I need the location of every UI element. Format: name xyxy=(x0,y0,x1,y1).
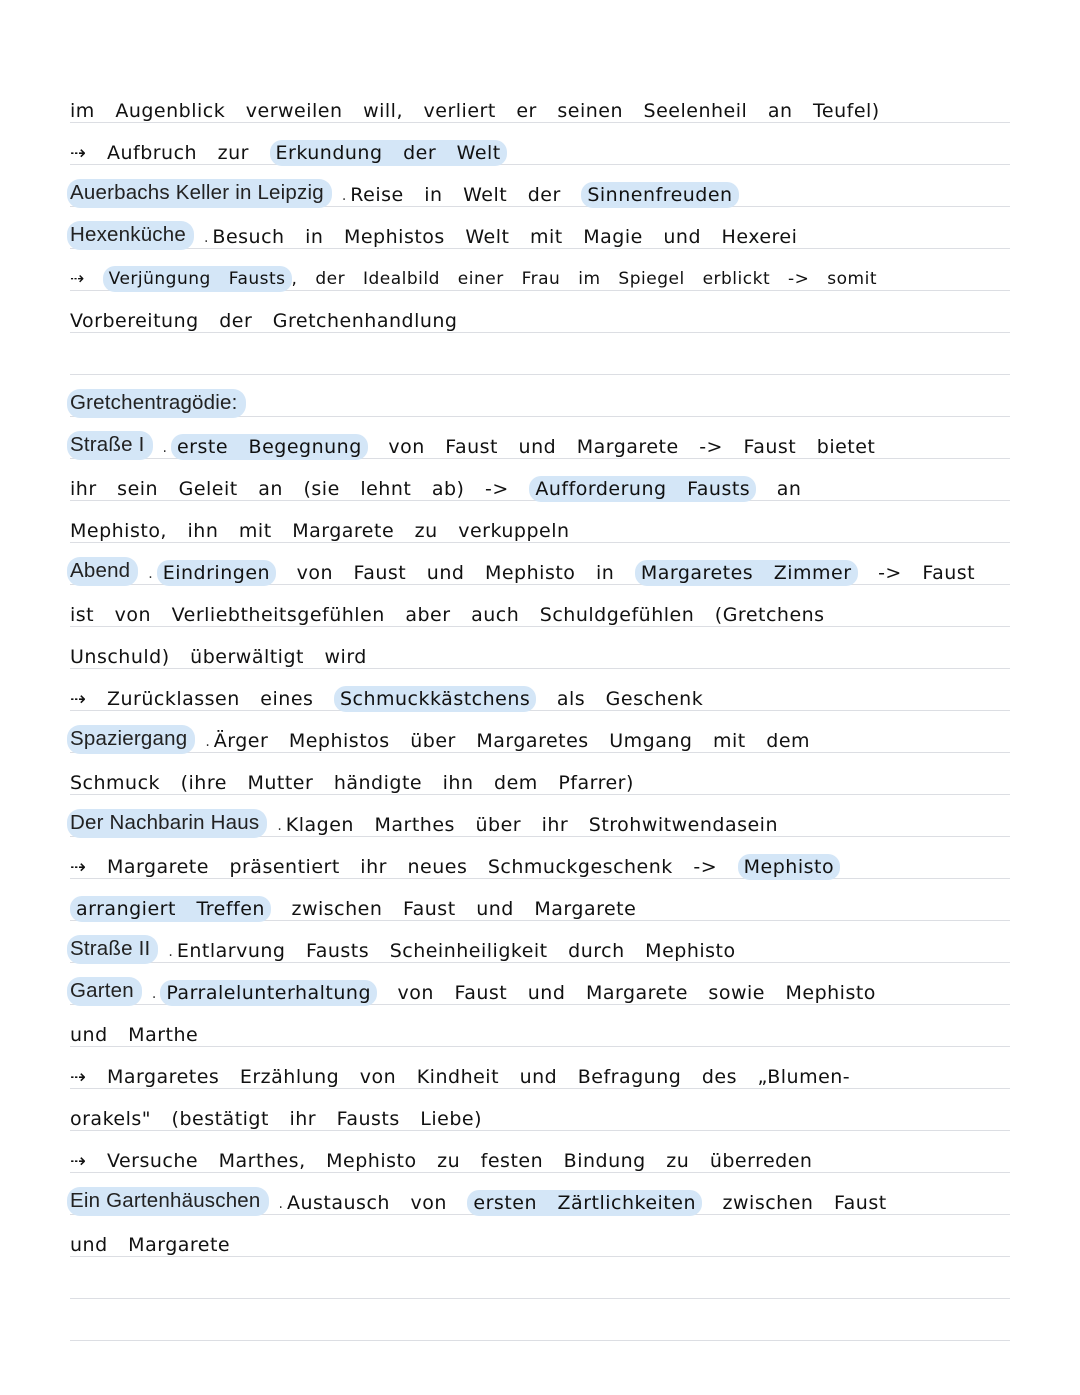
section-heading: Ein Gartenhäuschen xyxy=(67,1187,269,1216)
note-text: und Marthe xyxy=(70,1024,199,1046)
section-line xyxy=(70,384,1020,418)
highlighted-text: Margaretes Zimmer xyxy=(635,560,858,586)
bullet-separator: · xyxy=(162,444,167,460)
note-line xyxy=(70,888,1020,922)
note-text: Besuch in Mephistos Welt mit Magie und Hexerei xyxy=(212,226,798,248)
note-text: Ärger Mephistos über Margaretes Umgang mit dem xyxy=(213,730,811,752)
highlighted-text: Sinnenfreuden xyxy=(581,182,738,208)
note-line xyxy=(70,258,1020,292)
bullet-separator: · xyxy=(203,234,209,250)
bullet-separator: · xyxy=(148,570,153,586)
note-text: Austausch von xyxy=(286,1192,468,1214)
note-text: an xyxy=(756,478,802,500)
note-line xyxy=(70,90,1020,124)
note-line xyxy=(70,1224,1020,1258)
section-line xyxy=(70,930,1020,964)
section-line xyxy=(70,552,1020,586)
note-text: , der Idealbild einer Frau im Spiegel erblickt -> somit xyxy=(291,269,878,289)
highlighted-text: Mephisto xyxy=(738,854,840,880)
note-text: von Faust und Mephisto in xyxy=(276,562,635,584)
section-line xyxy=(70,174,1020,208)
section-heading: Auerbachs Keller in Leipzig xyxy=(67,179,332,208)
note-text: von Faust und Margarete sowie Mephisto xyxy=(377,982,876,1004)
bullet-separator: · xyxy=(151,990,157,1006)
section-heading: Abend xyxy=(67,557,138,586)
note-text: zwischen Faust xyxy=(701,1192,887,1214)
section-heading: Straße II xyxy=(67,935,158,964)
note-text: ⇢ xyxy=(70,269,103,289)
note-line xyxy=(70,468,1020,502)
note-line xyxy=(70,678,1020,712)
note-line xyxy=(70,636,1020,670)
note-line xyxy=(70,1140,1020,1174)
note-text: Reise in Welt der xyxy=(350,184,582,206)
highlighted-text: erste Begegnung xyxy=(171,434,368,460)
note-line xyxy=(70,1056,1020,1090)
note-line xyxy=(70,594,1020,628)
bullet-separator: · xyxy=(341,192,347,208)
note-line xyxy=(70,762,1020,796)
section-line xyxy=(70,804,1020,838)
section-heading: Garten xyxy=(67,977,142,1006)
note-text: zwischen Faust und Margarete xyxy=(270,898,637,920)
highlighted-text: Schmuckkästchens xyxy=(334,686,536,712)
note-text: als Geschenk xyxy=(536,688,704,710)
note-text: Entlarvung Fausts Scheinheiligkeit durch Mephisto xyxy=(176,940,736,962)
highlighted-text: Verjüngung Fausts xyxy=(103,266,292,292)
bullet-separator: · xyxy=(277,822,282,838)
bullet-separator: · xyxy=(205,738,210,754)
note-text: -> Faust xyxy=(857,562,976,584)
note-text: und Margarete xyxy=(70,1234,231,1256)
highlighted-text: ersten Zärtlichkeiten xyxy=(467,1190,702,1216)
section-line xyxy=(70,1182,1020,1216)
section-line xyxy=(70,216,1020,250)
highlighted-text: Aufforderung Fausts xyxy=(529,476,756,502)
note-text: ⇢ Zurücklassen eines xyxy=(70,688,334,710)
section-heading: Straße I xyxy=(67,431,153,460)
highlighted-text: Parralelunterhaltung xyxy=(160,980,377,1006)
note-text: ⇢ Margarete präsentiert ihr neues Schmuckgeschenk -> xyxy=(70,856,738,878)
section-heading: Gretchentragödie: xyxy=(67,389,246,418)
section-heading: Der Nachbarin Haus xyxy=(67,809,267,838)
note-line xyxy=(70,300,1020,334)
ruled-line xyxy=(70,1340,1010,1341)
highlighted-text: Erkundung der Welt xyxy=(270,140,507,166)
note-text: ⇢ Margaretes Erzählung von Kindheit und Befragung des „Blumen- xyxy=(70,1066,851,1088)
highlighted-text: Eindringen xyxy=(157,560,276,586)
note-text: Unschuld) überwältigt wird xyxy=(70,646,367,668)
highlighted-text: arrangiert Treffen xyxy=(70,896,271,922)
section-heading: Spaziergang xyxy=(67,725,195,754)
note-text: Vorbereitung der Gretchenhandlung xyxy=(70,310,458,332)
note-text: ⇢ Versuche Marthes, Mephisto zu festen Bindung zu überreden xyxy=(70,1150,813,1172)
note-text: orakels" (bestätigt ihr Fausts Liebe) xyxy=(70,1108,483,1130)
note-line xyxy=(70,342,1020,376)
note-text: Schmuck (ihre Mutter händigte ihn dem Pfarrer) xyxy=(70,772,634,794)
note-text: im Augenblick verweilen will, verliert er seinen Seelenheil an Teufel) xyxy=(70,100,880,122)
section-line xyxy=(70,426,1020,460)
note-line xyxy=(70,846,1020,880)
note-text: von Faust und Margarete -> Faust bietet xyxy=(367,436,876,458)
bullet-separator: · xyxy=(168,948,173,964)
section-heading: Hexenküche xyxy=(67,221,194,250)
section-line xyxy=(70,972,1020,1006)
note-text: ist von Verliebtheitsgefühlen aber auch Schuldgefühlen (Gretchens xyxy=(70,604,825,626)
note-line xyxy=(70,510,1020,544)
ruled-line xyxy=(70,1298,1010,1299)
note-text: ⇢ Aufbruch zur xyxy=(70,142,270,164)
note-line xyxy=(70,1098,1020,1132)
note-text: Klagen Marthes über ihr Strohwitwendasein xyxy=(285,814,778,836)
note-text: ihr sein Geleit an (sie lehnt ab) -> xyxy=(70,478,530,500)
note-text: Mephisto, ihn mit Margarete zu verkuppeln xyxy=(70,520,570,542)
bullet-separator: · xyxy=(278,1200,283,1216)
section-line xyxy=(70,720,1020,754)
note-line xyxy=(70,1014,1020,1048)
note-line xyxy=(70,132,1020,166)
